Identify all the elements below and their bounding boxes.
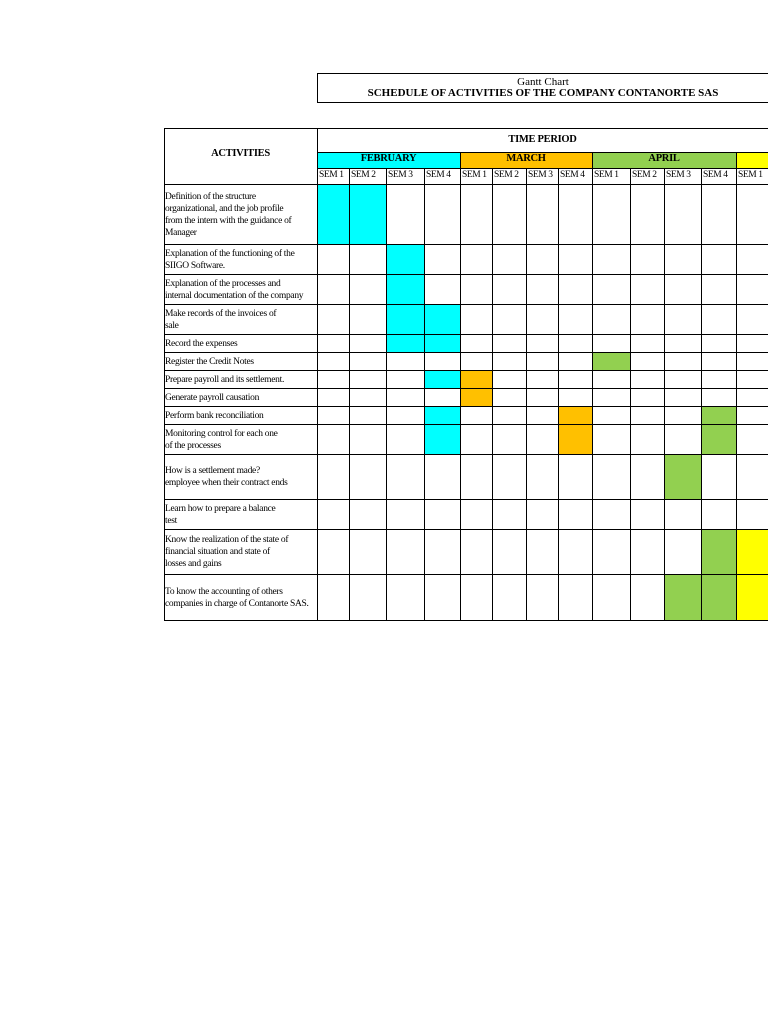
schedule-bar	[736, 574, 768, 621]
activity-label	[165, 410, 316, 422]
week-label: SEM 4	[560, 170, 585, 180]
schedule-bar	[386, 334, 425, 353]
schedule-cell	[592, 529, 631, 575]
schedule-cell	[664, 334, 702, 353]
schedule-cell	[736, 184, 768, 245]
schedule-cell	[349, 574, 387, 621]
schedule-cell	[592, 499, 631, 530]
schedule-cell	[701, 499, 737, 530]
week-label: SEM 3	[666, 170, 691, 180]
schedule-cell	[592, 244, 631, 275]
schedule-cell	[317, 424, 350, 455]
schedule-cell	[526, 334, 559, 353]
schedule-cell	[736, 352, 768, 371]
schedule-cell	[317, 454, 350, 500]
schedule-cell	[460, 574, 493, 621]
schedule-cell	[349, 529, 387, 575]
schedule-cell	[526, 388, 559, 407]
schedule-bar	[424, 334, 461, 353]
schedule-cell	[630, 424, 665, 455]
schedule-cell	[592, 406, 631, 425]
schedule-cell	[592, 184, 631, 245]
schedule-bar	[701, 406, 737, 425]
schedule-cell	[558, 334, 593, 353]
schedule-cell	[630, 388, 665, 407]
schedule-cell	[386, 352, 425, 371]
schedule-cell	[630, 304, 665, 335]
schedule-cell	[701, 388, 737, 407]
schedule-bar	[558, 406, 593, 425]
activity-label-line: internal documentation of the company	[165, 291, 304, 301]
schedule-cell	[317, 352, 350, 371]
schedule-cell	[526, 244, 559, 275]
schedule-cell	[526, 574, 559, 621]
activity-label-line: financial situation and state of	[165, 547, 270, 557]
schedule-cell	[592, 370, 631, 389]
schedule-cell	[630, 274, 665, 305]
month-label: FEBRUARY	[360, 153, 417, 164]
chart-subtitle: SCHEDULE OF ACTIVITIES OF THE COMPANY CONTANORTE SAS	[367, 87, 719, 99]
activity-label	[165, 248, 316, 272]
schedule-cell	[664, 352, 702, 371]
schedule-cell	[558, 274, 593, 305]
schedule-bar	[592, 352, 631, 371]
schedule-cell	[460, 274, 493, 305]
schedule-cell	[460, 529, 493, 575]
week-label: SEM 4	[426, 170, 451, 180]
schedule-cell	[664, 406, 702, 425]
week-label: SEM 2	[494, 170, 519, 180]
schedule-cell	[492, 406, 527, 425]
schedule-cell	[492, 499, 527, 530]
schedule-cell	[386, 529, 425, 575]
schedule-cell	[592, 424, 631, 455]
schedule-cell	[386, 454, 425, 500]
schedule-cell	[424, 574, 461, 621]
activity-label	[165, 586, 316, 610]
schedule-cell	[349, 334, 387, 353]
schedule-cell	[701, 334, 737, 353]
week-label: SEM 4	[703, 170, 728, 180]
schedule-cell	[592, 454, 631, 500]
schedule-cell	[424, 352, 461, 371]
schedule-cell	[630, 499, 665, 530]
schedule-cell	[317, 304, 350, 335]
activity-label-line: test	[165, 516, 177, 526]
schedule-cell	[630, 406, 665, 425]
schedule-cell	[526, 406, 559, 425]
schedule-cell	[630, 454, 665, 500]
schedule-cell	[592, 304, 631, 335]
schedule-cell	[317, 334, 350, 353]
activity-label-line: Explanation of the processes and	[165, 279, 281, 289]
week-label: SEM 1	[462, 170, 487, 180]
activity-label-line: sale	[165, 321, 179, 331]
schedule-cell	[349, 406, 387, 425]
schedule-cell	[460, 424, 493, 455]
schedule-cell	[558, 304, 593, 335]
schedule-cell	[736, 388, 768, 407]
schedule-cell	[349, 424, 387, 455]
schedule-cell	[424, 388, 461, 407]
schedule-cell	[424, 499, 461, 530]
schedule-cell	[664, 499, 702, 530]
schedule-cell	[492, 454, 527, 500]
schedule-bar	[424, 304, 461, 335]
schedule-bar	[386, 244, 425, 275]
activity-label-line: To know the accounting of others	[165, 587, 283, 597]
schedule-cell	[317, 529, 350, 575]
week-label: SEM 3	[528, 170, 553, 180]
activity-label-line: Monitoring control for each one	[165, 429, 278, 439]
schedule-cell	[317, 574, 350, 621]
schedule-cell	[317, 244, 350, 275]
schedule-cell	[630, 352, 665, 371]
schedule-cell	[460, 406, 493, 425]
schedule-cell	[630, 574, 665, 621]
schedule-cell	[701, 454, 737, 500]
schedule-cell	[664, 304, 702, 335]
schedule-cell	[460, 454, 493, 500]
schedule-cell	[736, 370, 768, 389]
schedule-cell	[526, 499, 559, 530]
schedule-cell	[630, 244, 665, 275]
schedule-cell	[592, 574, 631, 621]
schedule-cell	[386, 370, 425, 389]
activity-label-line: Perform bank reconciliation	[165, 411, 264, 421]
schedule-cell	[592, 274, 631, 305]
activity-label-line: of the processes	[165, 441, 221, 451]
activity-label	[165, 374, 316, 386]
schedule-cell	[630, 529, 665, 575]
schedule-cell	[317, 370, 350, 389]
schedule-cell	[460, 334, 493, 353]
schedule-bar	[460, 370, 493, 389]
week-label: SEM 2	[632, 170, 657, 180]
schedule-cell	[558, 454, 593, 500]
schedule-cell	[492, 352, 527, 371]
schedule-cell	[386, 388, 425, 407]
schedule-cell	[492, 424, 527, 455]
schedule-cell	[386, 184, 425, 245]
schedule-cell	[317, 499, 350, 530]
activity-label-line: Generate payroll causation	[165, 393, 260, 403]
activity-label-line: Prepare payroll and its settlement.	[165, 375, 285, 385]
week-label: SEM 3	[388, 170, 413, 180]
schedule-bar	[386, 274, 425, 305]
schedule-cell	[630, 334, 665, 353]
activity-label	[165, 191, 316, 239]
schedule-cell	[736, 454, 768, 500]
schedule-bar	[736, 529, 768, 575]
schedule-bar	[424, 370, 461, 389]
schedule-cell	[460, 499, 493, 530]
activity-label-line: Manager	[165, 228, 197, 238]
activities-header: ACTIVITIES	[211, 148, 270, 159]
activity-label-line: organizational, and the job profile	[165, 204, 284, 214]
schedule-cell	[349, 499, 387, 530]
schedule-cell	[492, 388, 527, 407]
week-label: SEM 2	[351, 170, 376, 180]
schedule-cell	[386, 424, 425, 455]
schedule-cell	[317, 406, 350, 425]
schedule-cell	[424, 274, 461, 305]
schedule-cell	[526, 304, 559, 335]
schedule-cell	[460, 244, 493, 275]
schedule-cell	[526, 184, 559, 245]
schedule-cell	[492, 274, 527, 305]
schedule-cell	[349, 388, 387, 407]
schedule-bar	[664, 454, 702, 500]
schedule-cell	[526, 370, 559, 389]
schedule-cell	[630, 370, 665, 389]
schedule-cell	[701, 244, 737, 275]
schedule-cell	[526, 274, 559, 305]
schedule-cell	[460, 184, 493, 245]
schedule-cell	[349, 370, 387, 389]
activity-label-line: Explanation of the functioning of the	[165, 249, 295, 259]
schedule-cell	[664, 424, 702, 455]
schedule-cell	[349, 244, 387, 275]
schedule-cell	[386, 574, 425, 621]
schedule-bar	[460, 388, 493, 407]
schedule-cell	[701, 352, 737, 371]
schedule-cell	[558, 352, 593, 371]
schedule-cell	[736, 406, 768, 425]
schedule-cell	[736, 424, 768, 455]
schedule-cell	[424, 184, 461, 245]
activity-label	[165, 534, 316, 570]
schedule-cell	[701, 274, 737, 305]
schedule-cell	[558, 529, 593, 575]
schedule-cell	[460, 352, 493, 371]
schedule-cell	[558, 499, 593, 530]
schedule-cell	[664, 388, 702, 407]
schedule-bar	[349, 184, 387, 245]
schedule-cell	[526, 352, 559, 371]
schedule-bar	[701, 574, 737, 621]
schedule-cell	[664, 370, 702, 389]
schedule-cell	[630, 184, 665, 245]
schedule-cell	[492, 184, 527, 245]
schedule-cell	[317, 388, 350, 407]
activity-label-line: losses and gains	[165, 559, 222, 569]
schedule-cell	[492, 574, 527, 621]
month-label	[736, 153, 768, 167]
schedule-cell	[558, 184, 593, 245]
schedule-cell	[424, 454, 461, 500]
schedule-cell	[386, 406, 425, 425]
schedule-cell	[424, 244, 461, 275]
schedule-cell	[701, 184, 737, 245]
schedule-cell	[664, 244, 702, 275]
schedule-cell	[592, 388, 631, 407]
week-label: SEM 1	[594, 170, 619, 180]
schedule-cell	[349, 352, 387, 371]
schedule-cell	[317, 274, 350, 305]
activity-label-line: Know the realization of the state of	[165, 535, 289, 545]
schedule-cell	[701, 304, 737, 335]
schedule-cell	[592, 334, 631, 353]
schedule-cell	[349, 274, 387, 305]
activity-label	[165, 465, 316, 489]
schedule-cell	[558, 244, 593, 275]
schedule-cell	[664, 274, 702, 305]
activity-label-line: SIIGO Software.	[165, 261, 225, 271]
time-period-header: TIME PERIOD	[508, 134, 577, 145]
schedule-cell	[424, 529, 461, 575]
schedule-bar	[701, 424, 737, 455]
schedule-cell	[558, 574, 593, 621]
chart-title: Gantt Chart	[517, 76, 569, 88]
schedule-cell	[736, 244, 768, 275]
schedule-bar	[317, 184, 350, 245]
activity-label-line: companies in charge of Contanorte SAS.	[165, 599, 309, 609]
activity-label-line: Definition of the structure	[165, 192, 256, 202]
activity-label	[165, 392, 316, 404]
schedule-cell	[664, 184, 702, 245]
schedule-cell	[701, 370, 737, 389]
activity-label-line: Learn how to prepare a balance	[165, 504, 276, 514]
activity-label	[165, 338, 316, 350]
schedule-cell	[736, 274, 768, 305]
schedule-bar	[664, 574, 702, 621]
schedule-cell	[492, 244, 527, 275]
schedule-cell	[349, 454, 387, 500]
activity-label-line: employee when their contract ends	[165, 478, 288, 488]
schedule-cell	[526, 529, 559, 575]
activity-label	[165, 503, 316, 527]
schedule-cell	[558, 370, 593, 389]
activity-label	[165, 308, 316, 332]
schedule-cell	[664, 529, 702, 575]
activity-label-line: Register the Credit Notes	[165, 357, 254, 367]
activity-label	[165, 278, 316, 302]
schedule-cell	[526, 454, 559, 500]
month-label: MARCH	[506, 153, 546, 164]
schedule-cell	[736, 304, 768, 335]
schedule-bar	[424, 406, 461, 425]
schedule-bar	[701, 529, 737, 575]
activity-label-line: from the intern with the guidance of	[165, 216, 292, 226]
schedule-bar	[386, 304, 425, 335]
schedule-bar	[424, 424, 461, 455]
schedule-cell	[460, 304, 493, 335]
activity-label-line: How is a settlement made?	[165, 466, 260, 476]
week-label: SEM 1	[319, 170, 344, 180]
schedule-bar	[558, 424, 593, 455]
activity-label-line: Make records of the invoices of	[165, 309, 277, 319]
activity-label-line: Record the expenses	[165, 339, 238, 349]
schedule-cell	[492, 304, 527, 335]
schedule-cell	[736, 499, 768, 530]
activity-label	[165, 356, 316, 368]
activity-label	[165, 428, 316, 452]
schedule-cell	[492, 370, 527, 389]
month-label: APRIL	[648, 153, 680, 164]
schedule-cell	[349, 304, 387, 335]
week-label: SEM 1	[738, 170, 763, 180]
schedule-cell	[386, 499, 425, 530]
schedule-cell	[526, 424, 559, 455]
schedule-cell	[492, 334, 527, 353]
schedule-cell	[492, 529, 527, 575]
schedule-cell	[736, 334, 768, 353]
schedule-cell	[558, 388, 593, 407]
